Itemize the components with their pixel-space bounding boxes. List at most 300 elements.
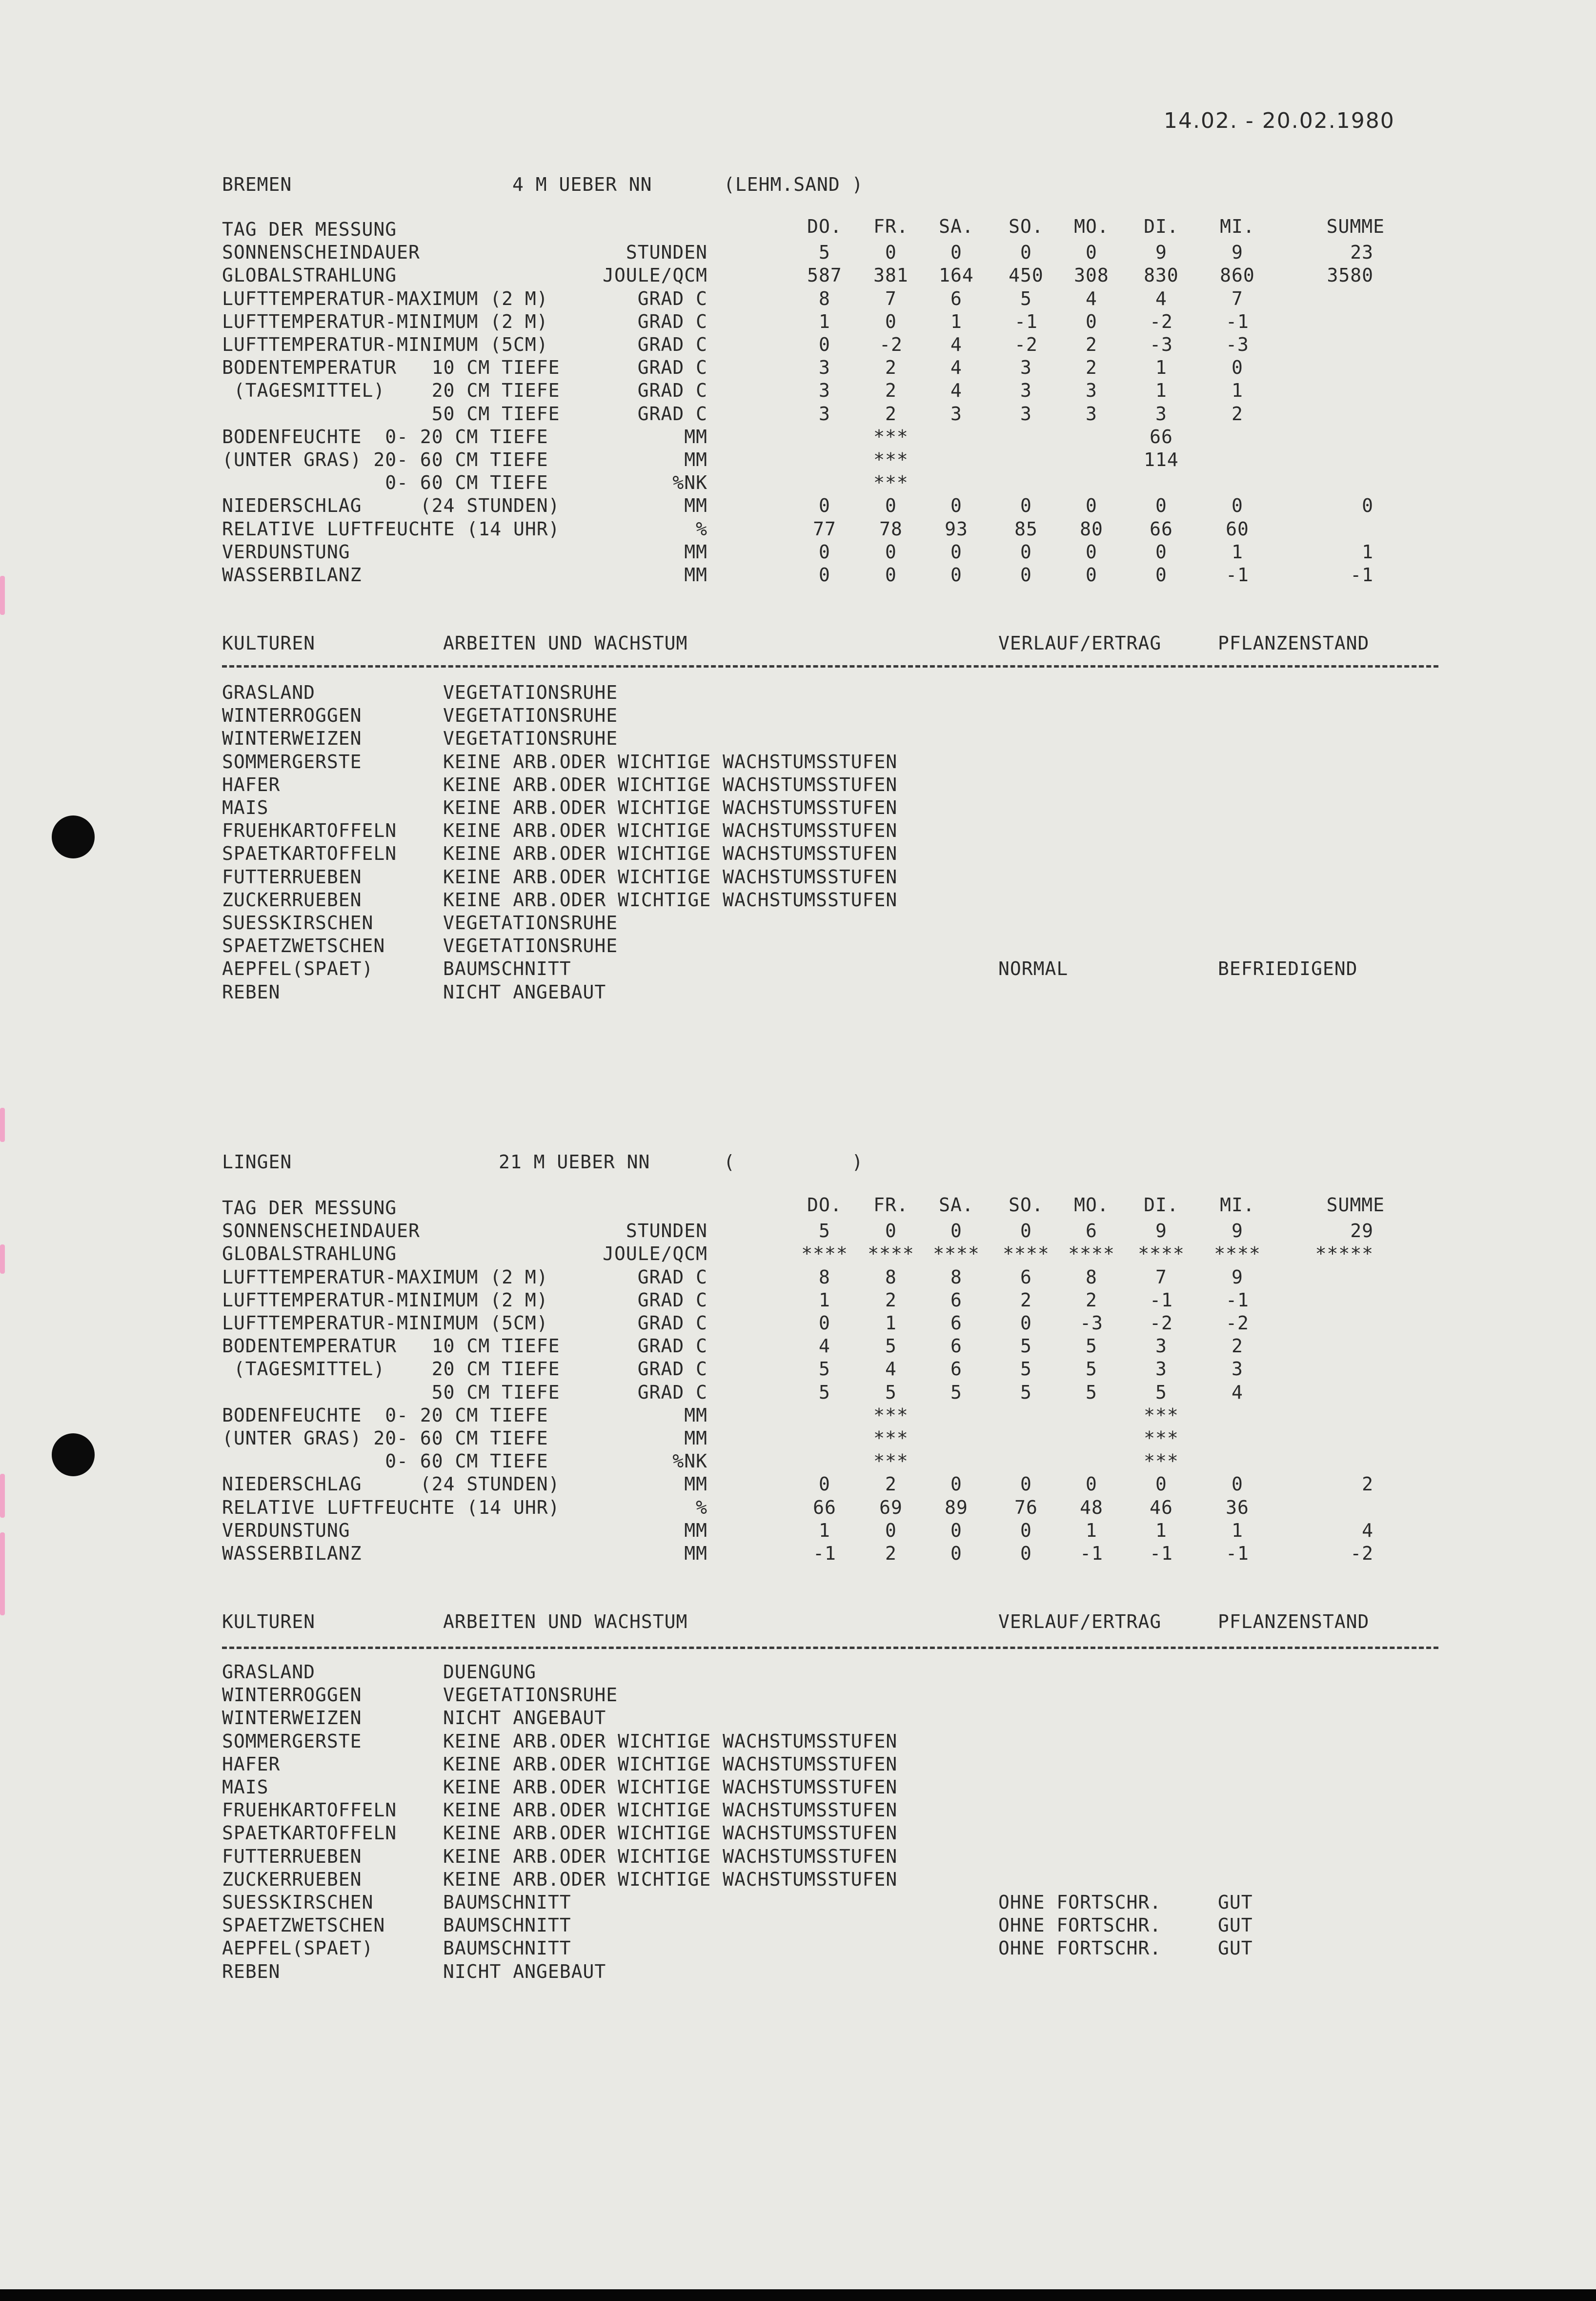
crop-name: AEPFEL(SPAET) xyxy=(222,1937,374,1959)
crop-name: HAFER xyxy=(222,1753,281,1775)
day-header: MI. xyxy=(1220,216,1255,237)
crop-name: SOMMERGERSTE xyxy=(222,1730,362,1752)
row-value: *** xyxy=(873,1427,909,1449)
row-value: -3 xyxy=(1150,334,1173,355)
row-value: 60 xyxy=(1226,518,1249,540)
row-value: *** xyxy=(1144,1427,1179,1449)
row-value: 66 xyxy=(1150,518,1173,540)
row-label: SONNENSCHEINDAUER xyxy=(222,1220,420,1242)
row-value: **** xyxy=(801,1243,848,1265)
paper-edge-mark xyxy=(0,576,5,615)
crop-name: WINTERWEIZEN xyxy=(222,728,362,750)
row-value: 1 xyxy=(950,310,962,332)
row-value: 0 xyxy=(950,541,962,563)
paper-edge-mark xyxy=(0,1244,5,1274)
crop-verlauf: OHNE FORTSCHR. xyxy=(998,1937,1162,1959)
crop-name: HAFER xyxy=(222,774,281,795)
crop-work: KEINE ARB.ODER WICHTIGE WACHSTUMSSTUFEN xyxy=(443,1753,898,1775)
row-value: -2 xyxy=(1150,310,1173,332)
row-unit: % xyxy=(696,518,707,540)
row-sum: 4 xyxy=(1362,1519,1374,1541)
row-value: 8 xyxy=(819,1266,830,1288)
row-label: LUFTTEMPERATUR-MINIMUM (2 M) xyxy=(222,310,548,332)
row-value: 3 xyxy=(819,380,830,402)
row-value: 3 xyxy=(1020,403,1032,425)
row-value: 2 xyxy=(1232,403,1243,425)
row-value: 5 xyxy=(1020,287,1032,309)
row-value: *** xyxy=(873,1450,909,1472)
row-value: 0 xyxy=(1232,357,1243,379)
row-value: 2 xyxy=(1232,1335,1243,1357)
dashed-divider xyxy=(222,1647,1438,1649)
row-value: 1 xyxy=(885,1312,897,1334)
crops-header-verlauf: VERLAUF/ERTRAG xyxy=(998,1611,1162,1632)
row-unit: MM xyxy=(684,1473,707,1495)
station-soil: ( ) xyxy=(724,1151,864,1173)
row-value: 3 xyxy=(1020,380,1032,402)
crop-name: ZUCKERRUEBEN xyxy=(222,889,362,911)
row-label: VERDUNSTUNG xyxy=(222,541,350,563)
crop-name: FRUEHKARTOFFELN xyxy=(222,1799,397,1821)
row-label: VERDUNSTUNG xyxy=(222,1519,350,1541)
row-unit: MM xyxy=(684,1543,707,1564)
row-value: 587 xyxy=(807,265,842,286)
station-soil: (LEHM.SAND ) xyxy=(724,174,864,195)
row-value: 5 xyxy=(1020,1381,1032,1403)
row-value: 0 xyxy=(950,564,962,586)
row-label: 50 CM TIEFE xyxy=(222,1381,560,1403)
row-value: 5 xyxy=(1020,1335,1032,1357)
row-value: 0 xyxy=(1232,495,1243,517)
row-value: 4 xyxy=(950,334,962,355)
crops-header-kulturen: KULTUREN xyxy=(222,1611,316,1632)
crop-work: KEINE ARB.ODER WICHTIGE WACHSTUMSSTUFEN xyxy=(443,774,898,795)
row-value: 381 xyxy=(873,265,909,286)
crop-name: AEPFEL(SPAET) xyxy=(222,958,374,980)
row-unit: GRAD C xyxy=(637,334,707,355)
punch-hole xyxy=(52,815,95,858)
row-value: 9 xyxy=(1232,1220,1243,1242)
row-value: 1 xyxy=(819,1519,830,1541)
row-value: 0 xyxy=(1155,541,1167,563)
row-value: 4 xyxy=(950,357,962,379)
row-sum: ***** xyxy=(1315,1243,1374,1265)
row-label: BODENFEUCHTE 0- 20 CM TIEFE xyxy=(222,426,548,448)
row-value: 8 xyxy=(1086,1266,1097,1288)
row-value: 78 xyxy=(879,518,903,540)
row-value: 0 xyxy=(1020,564,1032,586)
row-value: 0 xyxy=(885,541,897,563)
row-value: 1 xyxy=(1232,541,1243,563)
row-unit: GRAD C xyxy=(637,310,707,332)
row-value: 860 xyxy=(1220,265,1255,286)
row-value: 4 xyxy=(1155,287,1167,309)
row-value: 4 xyxy=(950,380,962,402)
row-value: 3 xyxy=(1086,403,1097,425)
row-unit: JOULE/QCM xyxy=(603,1243,707,1265)
row-value: 3 xyxy=(1232,1358,1243,1380)
row-value: 0 xyxy=(1155,564,1167,586)
crop-work: KEINE ARB.ODER WICHTIGE WACHSTUMSSTUFEN xyxy=(443,751,898,773)
day-header: MO. xyxy=(1074,216,1109,237)
crop-work: BAUMSCHNITT xyxy=(443,1892,571,1913)
crop-stand: GUT xyxy=(1218,1892,1253,1913)
row-value: 5 xyxy=(950,1381,962,1403)
summe-header: SUMME xyxy=(1326,216,1385,237)
crop-name: MAIS xyxy=(222,797,269,818)
row-value: 0 xyxy=(885,495,897,517)
row-value: 0 xyxy=(819,1473,830,1495)
row-value: 8 xyxy=(819,287,830,309)
row-value: 36 xyxy=(1226,1496,1249,1518)
row-value: 76 xyxy=(1014,1496,1038,1518)
crop-name: SUESSKIRSCHEN xyxy=(222,912,374,934)
row-value: 0 xyxy=(950,1519,962,1541)
row-label: BODENFEUCHTE 0- 20 CM TIEFE xyxy=(222,1404,548,1426)
row-value: 0 xyxy=(1020,541,1032,563)
crop-name: WINTERROGGEN xyxy=(222,705,362,727)
row-value: 0 xyxy=(819,1312,830,1334)
row-value: 0 xyxy=(1086,564,1097,586)
day-header: DO. xyxy=(807,1194,842,1216)
row-unit: GRAD C xyxy=(637,1335,707,1357)
crop-name: GRASLAND xyxy=(222,682,316,703)
station-elevation: 21 M UEBER NN xyxy=(499,1151,650,1173)
row-label: GLOBALSTRAHLUNG xyxy=(222,265,397,286)
row-label: RELATIVE LUFTFEUCHTE (14 UHR) xyxy=(222,1496,560,1518)
day-header: FR. xyxy=(873,216,909,237)
row-unit: MM xyxy=(684,1519,707,1541)
row-value: 3 xyxy=(819,403,830,425)
row-unit: GRAD C xyxy=(637,287,707,309)
row-value: 2 xyxy=(885,403,897,425)
row-value: 0 xyxy=(819,541,830,563)
row-label: (UNTER GRAS) 20- 60 CM TIEFE xyxy=(222,449,548,470)
row-value: 5 xyxy=(1086,1381,1097,1403)
row-value: *** xyxy=(873,426,909,448)
row-value: -1 xyxy=(1226,310,1249,332)
crop-work: KEINE ARB.ODER WICHTIGE WACHSTUMSSTUFEN xyxy=(443,843,898,865)
row-value: 7 xyxy=(1232,287,1243,309)
summe-header: SUMME xyxy=(1326,1194,1385,1216)
row-value: 0 xyxy=(950,495,962,517)
row-label: (TAGESMITTEL) 20 CM TIEFE xyxy=(222,1358,560,1380)
row-label: BODENTEMPERATUR 10 CM TIEFE xyxy=(222,1335,560,1357)
crop-name: REBEN xyxy=(222,1960,281,1982)
row-value: 93 xyxy=(945,518,968,540)
row-value: 1 xyxy=(1155,380,1167,402)
row-value: -1 xyxy=(1014,310,1038,332)
row-label: WASSERBILANZ xyxy=(222,1543,362,1564)
row-sum: -2 xyxy=(1350,1543,1374,1564)
row-label: LUFTTEMPERATUR-MINIMUM (5CM) xyxy=(222,334,548,355)
row-label: LUFTTEMPERATUR-MINIMUM (2 M) xyxy=(222,1289,548,1311)
crop-name: SOMMERGERSTE xyxy=(222,751,362,773)
row-unit: %NK xyxy=(672,472,707,494)
row-value: 0 xyxy=(1020,1473,1032,1495)
row-value: 3 xyxy=(1155,1335,1167,1357)
row-value: 80 xyxy=(1080,518,1103,540)
row-value: 0 xyxy=(1020,242,1032,264)
row-label: RELATIVE LUFTFEUCHTE (14 UHR) xyxy=(222,518,560,540)
row-value: 1 xyxy=(1086,1519,1097,1541)
row-unit: % xyxy=(696,1496,707,1518)
row-value: -2 xyxy=(1014,334,1038,355)
row-value: 6 xyxy=(950,287,962,309)
row-value: 66 xyxy=(1150,426,1173,448)
row-unit: STUNDEN xyxy=(626,1220,707,1242)
row-value: 0 xyxy=(819,334,830,355)
row-value: 2 xyxy=(1086,334,1097,355)
crop-stand: GUT xyxy=(1218,1914,1253,1936)
row-value: 3 xyxy=(819,357,830,379)
crop-stand: GUT xyxy=(1218,1937,1253,1959)
crop-name: SPAETZWETSCHEN xyxy=(222,1914,385,1936)
row-value: 5 xyxy=(819,1220,830,1242)
row-label: GLOBALSTRAHLUNG xyxy=(222,1243,397,1265)
row-value: 3 xyxy=(1020,357,1032,379)
row-value: 164 xyxy=(939,265,974,286)
row-unit: GRAD C xyxy=(637,357,707,379)
row-label: BODENTEMPERATUR 10 CM TIEFE xyxy=(222,357,560,379)
row-label: WASSERBILANZ xyxy=(222,564,362,586)
crop-name: SPAETZWETSCHEN xyxy=(222,935,385,957)
day-header: DI. xyxy=(1144,216,1179,237)
crop-work: DUENGUNG xyxy=(443,1661,537,1683)
row-value: 5 xyxy=(819,1358,830,1380)
row-value: 0 xyxy=(1086,541,1097,563)
row-label: (TAGESMITTEL) 20 CM TIEFE xyxy=(222,380,560,402)
crop-verlauf: NORMAL xyxy=(998,958,1069,980)
row-value: 3 xyxy=(1155,403,1167,425)
row-value: **** xyxy=(1214,1243,1261,1265)
dashed-divider xyxy=(222,665,1438,668)
row-value: 6 xyxy=(950,1335,962,1357)
crop-work: NICHT ANGEBAUT xyxy=(443,1960,606,1982)
crop-work: KEINE ARB.ODER WICHTIGE WACHSTUMSSTUFEN xyxy=(443,797,898,818)
row-value: 0 xyxy=(1086,1473,1097,1495)
crop-work: KEINE ARB.ODER WICHTIGE WACHSTUMSSTUFEN xyxy=(443,1799,898,1821)
station-elevation: 4 M UEBER NN xyxy=(512,174,652,195)
paper-edge-mark xyxy=(0,1474,5,1518)
row-value: 2 xyxy=(885,1543,897,1564)
row-unit: GRAD C xyxy=(637,1266,707,1288)
row-value: 89 xyxy=(945,1496,968,1518)
row-value: 0 xyxy=(819,495,830,517)
row-value: -1 xyxy=(1080,1543,1103,1564)
row-unit: MM xyxy=(684,1427,707,1449)
row-value: 0 xyxy=(1232,1473,1243,1495)
row-value: 8 xyxy=(950,1266,962,1288)
crop-name: SPAETKARTOFFELN xyxy=(222,1822,397,1844)
row-value: 3 xyxy=(950,403,962,425)
row-label: 0- 60 CM TIEFE xyxy=(222,472,548,494)
row-value: *** xyxy=(873,1404,909,1426)
crop-work: VEGETATIONSRUHE xyxy=(443,728,618,750)
row-value: 69 xyxy=(879,1496,903,1518)
row-value: 0 xyxy=(885,242,897,264)
crop-name: MAIS xyxy=(222,1776,269,1798)
crop-name: FUTTERRUEBEN xyxy=(222,866,362,888)
row-value: 77 xyxy=(813,518,836,540)
row-label: 50 CM TIEFE xyxy=(222,403,560,425)
row-value: 0 xyxy=(1086,495,1097,517)
row-value: 5 xyxy=(885,1335,897,1357)
row-value: **** xyxy=(1138,1243,1185,1265)
crop-work: VEGETATIONSRUHE xyxy=(443,935,618,957)
row-value: -1 xyxy=(1226,1289,1249,1311)
row-value: 2 xyxy=(885,380,897,402)
row-value: 9 xyxy=(1155,1220,1167,1242)
row-value: 0 xyxy=(1155,1473,1167,1495)
row-value: *** xyxy=(1144,1450,1179,1472)
row-sum: -1 xyxy=(1350,564,1374,586)
row-value: 5 xyxy=(1086,1335,1097,1357)
row-value: -3 xyxy=(1080,1312,1103,1334)
row-value: 0 xyxy=(950,1220,962,1242)
row-sum: 2 xyxy=(1362,1473,1374,1495)
row-value: 48 xyxy=(1080,1496,1103,1518)
row-unit: GRAD C xyxy=(637,1289,707,1311)
row-value: -2 xyxy=(1150,1312,1173,1334)
row-sum: 29 xyxy=(1350,1220,1374,1242)
row-value: 0 xyxy=(885,310,897,332)
station-name: BREMEN xyxy=(222,174,292,195)
row-label: LUFTTEMPERATUR-MAXIMUM (2 M) xyxy=(222,287,548,309)
row-value: *** xyxy=(873,472,909,494)
crop-name: WINTERWEIZEN xyxy=(222,1707,362,1729)
crops-header-kulturen: KULTUREN xyxy=(222,632,316,654)
crop-work: KEINE ARB.ODER WICHTIGE WACHSTUMSSTUFEN xyxy=(443,820,898,842)
crop-work: KEINE ARB.ODER WICHTIGE WACHSTUMSSTUFEN xyxy=(443,1730,898,1752)
crop-work: NICHT ANGEBAUT xyxy=(443,1707,606,1729)
row-value: 6 xyxy=(950,1289,962,1311)
row-value: -3 xyxy=(1226,334,1249,355)
crop-work: VEGETATIONSRUHE xyxy=(443,912,618,934)
row-value: 5 xyxy=(1155,1381,1167,1403)
crop-name: GRASLAND xyxy=(222,1661,316,1683)
crop-work: BAUMSCHNITT xyxy=(443,1937,571,1959)
row-value: *** xyxy=(873,449,909,470)
row-value: -2 xyxy=(1226,1312,1249,1334)
crops-header-stand: PFLANZENSTAND xyxy=(1218,1611,1370,1632)
row-value: 4 xyxy=(1232,1381,1243,1403)
row-unit: MM xyxy=(684,449,707,470)
crop-work: VEGETATIONSRUHE xyxy=(443,705,618,727)
crop-name: FUTTERRUEBEN xyxy=(222,1845,362,1867)
row-value: 0 xyxy=(950,1473,962,1495)
crop-work: KEINE ARB.ODER WICHTIGE WACHSTUMSSTUFEN xyxy=(443,1822,898,1844)
crop-work: KEINE ARB.ODER WICHTIGE WACHSTUMSSTUFEN xyxy=(443,1845,898,1867)
row-label: SONNENSCHEINDAUER xyxy=(222,242,420,264)
punch-hole xyxy=(52,1433,95,1476)
row-value: 2 xyxy=(1086,1289,1097,1311)
row-sum: 1 xyxy=(1362,541,1374,563)
row-value: 2 xyxy=(1020,1289,1032,1311)
crop-name: FRUEHKARTOFFELN xyxy=(222,820,397,842)
crop-verlauf: OHNE FORTSCHR. xyxy=(998,1892,1162,1913)
paper-edge-mark xyxy=(0,1108,5,1142)
crop-work: VEGETATIONSRUHE xyxy=(443,682,618,703)
row-value: 3 xyxy=(1086,380,1097,402)
row-unit: MM xyxy=(684,426,707,448)
row-unit: MM xyxy=(684,1404,707,1426)
crop-verlauf: OHNE FORTSCHR. xyxy=(998,1914,1162,1936)
row-value: 0 xyxy=(1020,1543,1032,1564)
station-name: LINGEN xyxy=(222,1151,292,1173)
row-value: -1 xyxy=(813,1543,836,1564)
row-value: 9 xyxy=(1155,242,1167,264)
measurement-day-label: TAG DER MESSUNG xyxy=(222,219,397,240)
day-header: SO. xyxy=(1009,1194,1044,1216)
day-header: FR. xyxy=(873,1194,909,1216)
row-value: 6 xyxy=(950,1312,962,1334)
row-value: 0 xyxy=(950,242,962,264)
row-value: 1 xyxy=(819,310,830,332)
crops-header-arbeiten: ARBEITEN UND WACHSTUM xyxy=(443,1611,688,1632)
row-unit: MM xyxy=(684,495,707,517)
day-header: SA. xyxy=(939,1194,974,1216)
row-value: 0 xyxy=(1155,495,1167,517)
crop-name: ZUCKERRUEBEN xyxy=(222,1868,362,1890)
row-value: 1 xyxy=(1232,1519,1243,1541)
row-sum: 23 xyxy=(1350,242,1374,264)
crops-header-stand: PFLANZENSTAND xyxy=(1218,632,1370,654)
crop-work: BAUMSCHNITT xyxy=(443,1914,571,1936)
crops-header-verlauf: VERLAUF/ERTRAG xyxy=(998,632,1162,654)
row-value: 7 xyxy=(1155,1266,1167,1288)
row-label: (UNTER GRAS) 20- 60 CM TIEFE xyxy=(222,1427,548,1449)
row-unit: GRAD C xyxy=(637,403,707,425)
row-value: 830 xyxy=(1144,265,1179,286)
row-value: 1 xyxy=(1155,1519,1167,1541)
row-value: -1 xyxy=(1150,1543,1173,1564)
row-unit: GRAD C xyxy=(637,380,707,402)
row-value: 6 xyxy=(950,1358,962,1380)
day-header: DO. xyxy=(807,216,842,237)
row-sum: 0 xyxy=(1362,495,1374,517)
row-value: 6 xyxy=(1020,1266,1032,1288)
row-value: 0 xyxy=(1020,495,1032,517)
row-value: -2 xyxy=(879,334,903,355)
row-value: 0 xyxy=(1086,310,1097,332)
row-value: 450 xyxy=(1009,265,1044,286)
paper-edge-mark xyxy=(0,1532,5,1615)
row-value: -1 xyxy=(1226,564,1249,586)
row-value: **** xyxy=(933,1243,980,1265)
row-value: 1 xyxy=(1232,380,1243,402)
row-value: **** xyxy=(868,1243,914,1265)
row-value: -1 xyxy=(1226,1543,1249,1564)
row-value: 308 xyxy=(1074,265,1109,286)
row-unit: GRAD C xyxy=(637,1312,707,1334)
row-value: 5 xyxy=(819,242,830,264)
row-unit: %NK xyxy=(672,1450,707,1472)
row-value: 8 xyxy=(885,1266,897,1288)
row-value: 0 xyxy=(1086,242,1097,264)
row-label: LUFTTEMPERATUR-MAXIMUM (2 M) xyxy=(222,1266,548,1288)
row-value: 0 xyxy=(885,1519,897,1541)
row-value: 3 xyxy=(1155,1358,1167,1380)
date-range: 14.02. - 20.02.1980 xyxy=(1164,108,1395,133)
row-value: 0 xyxy=(885,1220,897,1242)
row-value: 4 xyxy=(1086,287,1097,309)
row-value: 9 xyxy=(1232,242,1243,264)
row-unit: MM xyxy=(684,564,707,586)
row-value: 9 xyxy=(1232,1266,1243,1288)
row-value: 2 xyxy=(885,357,897,379)
row-value: 5 xyxy=(1020,1358,1032,1380)
